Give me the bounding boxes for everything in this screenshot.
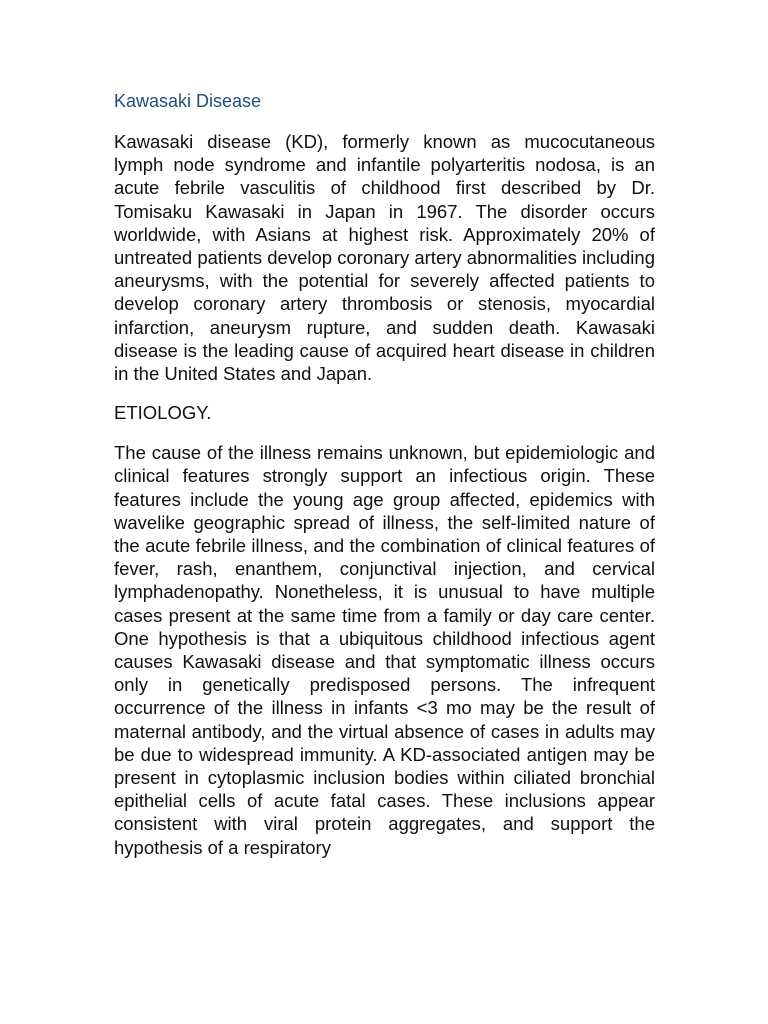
etiology-paragraph: The cause of the illness remains unknown, but epidemiologic and clinical features strongly support an infectious origin. These features include the young age group affected, epidemics with wavelike geographic spread of illness, the self-limited nature of the acute febrile illness, and the combination of clinical features of fever, rash, enanthem, conjunctival injection, and cervical lymphadenopathy. Nonetheless, it is unusual to have multiple cases present at the same time from a family or day care center. One hypothesis is that a ubiquitous childhood infectious agent causes Kawasaki disease and that symptomatic illness occurs only in genetically predisposed persons. The infrequent occurrence of the illness in infants <3 mo may be the result of maternal antibody, and the virtual absence of cases in adults may be due to widespread immunity. A KD-associated antigen may be present in cytoplasmic inclusion bodies within ciliated bronchial epithelial cells of acute fatal cases. These inclusions appear consistent with viral protein aggregates, and support the hypothesis of a respiratory <box>114 442 655 858</box>
document-title: Kawasaki Disease <box>114 91 262 111</box>
section-heading-etiology: ETIOLOGY. <box>114 402 212 424</box>
document-body <box>114 88 655 859</box>
intro-paragraph: Kawasaki disease (KD), formerly known as mucocutaneous lymph node syndrome and infantile polyarteritis nodosa, is an acute febrile vasculitis of childhood first described by Dr. Tomisaku Kawasaki in Japan in 1967. The disorder occurs worldwide, with Asians at highest risk. Approximately 20% of untreated patients develop coronary artery abnormalities including aneurysms, with the potential for severely affected patients to develop coronary artery thrombosis or stenosis, myocardial infarction, aneurysm rupture, and sudden death. Kawasaki disease is the leading cause of acquired heart disease in children in the United States and Japan. <box>114 131 655 385</box>
